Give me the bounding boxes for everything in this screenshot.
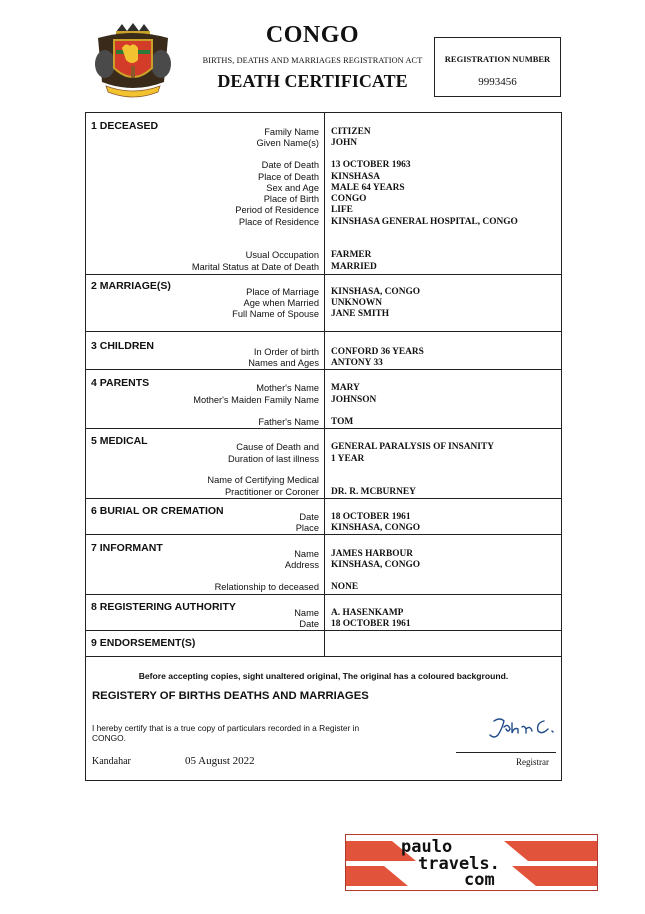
- section-deceased: [86, 113, 561, 275]
- child-1-value: CONFORD 36 YEARS: [331, 347, 424, 357]
- place-of-death-value: KINSHASA: [331, 172, 380, 182]
- mother-maiden-value: JOHNSON: [331, 395, 377, 405]
- act-subtitle: BIRTHS, DEATHS AND MARRIAGES REGISTRATION ACT: [202, 56, 423, 65]
- relationship-label: Relationship to deceased: [214, 582, 319, 592]
- sex-age-value: MALE 64 YEARS: [331, 183, 405, 193]
- place-of-birth-label: Place of Birth: [263, 194, 319, 204]
- father-name-label: Father's Name: [258, 417, 319, 427]
- marital-status-value: MARRIED: [331, 262, 377, 272]
- family-name-label: Family Name: [264, 127, 319, 137]
- section-title: 6 BURIAL OR CREMATION: [91, 505, 224, 517]
- burial-place-label: Place: [295, 523, 319, 533]
- informant-name-label: Name: [294, 549, 319, 559]
- date-of-death-label: Date of Death: [261, 160, 319, 170]
- spouse-name-label: Full Name of Spouse: [232, 309, 319, 319]
- children-order-label: In Order of birth: [253, 347, 319, 357]
- registration-number-box: [434, 37, 561, 97]
- place-of-birth-value: CONGO: [331, 194, 367, 204]
- burial-date-value: 18 OCTOBER 1961: [331, 512, 411, 522]
- marriage-place-value: KINSHASA, CONGO: [331, 287, 421, 297]
- section-medical: [86, 429, 561, 499]
- illness-duration-label: Duration of last illness: [228, 454, 319, 464]
- mother-maiden-label: Mother's Maiden Family Name: [193, 395, 319, 405]
- coat-of-arms-icon: [92, 22, 174, 100]
- sex-age-label: Sex and Age: [266, 183, 319, 193]
- section-title: 3 CHILDREN: [91, 340, 155, 352]
- spouse-name-value: JANE SMITH: [331, 309, 390, 319]
- informant-address-value: KINSHASA, CONGO: [331, 560, 421, 570]
- authority-date-label: Date: [299, 619, 319, 629]
- child-2-value: ANTONY 33: [331, 358, 383, 368]
- given-names-label: Given Name(s): [256, 138, 319, 148]
- children-names-label: Names and Ages: [248, 358, 319, 368]
- section-burial: [86, 499, 561, 535]
- logo-line-1: paulo: [401, 837, 453, 857]
- certifier-value: DR. R. MCBURNEY: [331, 487, 416, 497]
- certification-text: I hereby certify that is a true copy of particulars recorded in a Register in CONGO.: [92, 723, 360, 743]
- issue-place: Kandahar: [92, 756, 131, 767]
- marriage-age-label: Age when Married: [243, 298, 319, 308]
- mother-name-value: MARY: [331, 383, 360, 393]
- section-title: 8 REGISTERING AUTHORITY: [91, 601, 236, 613]
- burial-date-label: Date: [299, 512, 319, 522]
- place-residence-value: KINSHASA GENERAL HOSPITAL, CONGO: [331, 217, 518, 227]
- certificate-table: [85, 112, 562, 781]
- date-of-death-value: 13 OCTOBER 1963: [331, 160, 411, 170]
- issue-date: 05 August 2022: [185, 755, 255, 767]
- authority-name-label: Name: [294, 608, 319, 618]
- section-endorsement: [86, 631, 561, 657]
- occupation-label: Usual Occupation: [245, 250, 319, 260]
- father-name-value: TOM: [331, 417, 354, 427]
- marital-status-label: Marital Status at Date of Death: [191, 262, 319, 272]
- country-title: CONGO: [265, 22, 360, 48]
- section-title: 7 INFORMANT: [91, 542, 163, 554]
- paulo-travels-logo: [345, 834, 598, 891]
- cause-of-death-label: Cause of Death and: [236, 442, 319, 452]
- registrar-signature: [486, 713, 566, 743]
- marriage-place-label: Place of Marriage: [246, 287, 319, 297]
- period-residence-label: Period of Residence: [235, 205, 319, 215]
- informant-address-label: Address: [284, 560, 319, 570]
- illness-duration-value: 1 YEAR: [331, 454, 365, 464]
- registration-number-label: REGISTRATION NUMBER: [444, 54, 551, 64]
- section-children: [86, 332, 561, 370]
- copy-notice: Before accepting copies, sight unaltered original, The original has a coloured background.: [138, 671, 509, 681]
- logo-line-2: travels.: [418, 854, 500, 874]
- signature-line: [456, 752, 556, 753]
- authority-date-value: 18 OCTOBER 1961: [331, 619, 411, 629]
- registration-number-value: 9993456: [478, 76, 517, 88]
- section-informant: [86, 535, 561, 595]
- registrar-label: Registrar: [516, 757, 549, 767]
- marriage-age-value: UNKNOWN: [331, 298, 383, 308]
- section-marriage: [86, 275, 561, 332]
- registry-heading: REGISTERY OF BIRTHS DEATHS AND MARRIAGES: [92, 690, 369, 702]
- section-parents: [86, 370, 561, 429]
- burial-place-value: KINSHASA, CONGO: [331, 523, 421, 533]
- section-title: 1 DECEASED: [91, 120, 159, 132]
- section-title: 5 MEDICAL: [91, 435, 148, 447]
- relationship-value: NONE: [331, 582, 359, 592]
- section-registering-authority: [86, 595, 561, 631]
- place-residence-label: Place of Residence: [238, 217, 319, 227]
- section-title: 9 ENDORSEMENT(S): [91, 637, 196, 649]
- logo-line-3: com: [464, 870, 495, 890]
- section-title: 4 PARENTS: [91, 377, 150, 389]
- certifier-label-line2: Practitioner or Coroner: [224, 487, 319, 497]
- certifier-label-line1: Name of Certifying Medical: [207, 475, 319, 485]
- given-names-value: JOHN: [331, 138, 358, 148]
- cause-of-death-value: GENERAL PARALYSIS OF INSANITY: [331, 442, 494, 452]
- place-of-death-label: Place of Death: [258, 172, 319, 182]
- occupation-value: FARMER: [331, 250, 372, 260]
- document-title: DEATH CERTIFICATE: [217, 71, 408, 91]
- informant-name-value: JAMES HARBOUR: [331, 549, 414, 559]
- section-title: 2 MARRIAGE(S): [91, 280, 171, 292]
- period-residence-value: LIFE: [331, 205, 353, 215]
- family-name-value: CITIZEN: [331, 127, 371, 137]
- authority-name-value: A. HASENKAMP: [331, 608, 404, 618]
- mother-name-label: Mother's Name: [256, 383, 319, 393]
